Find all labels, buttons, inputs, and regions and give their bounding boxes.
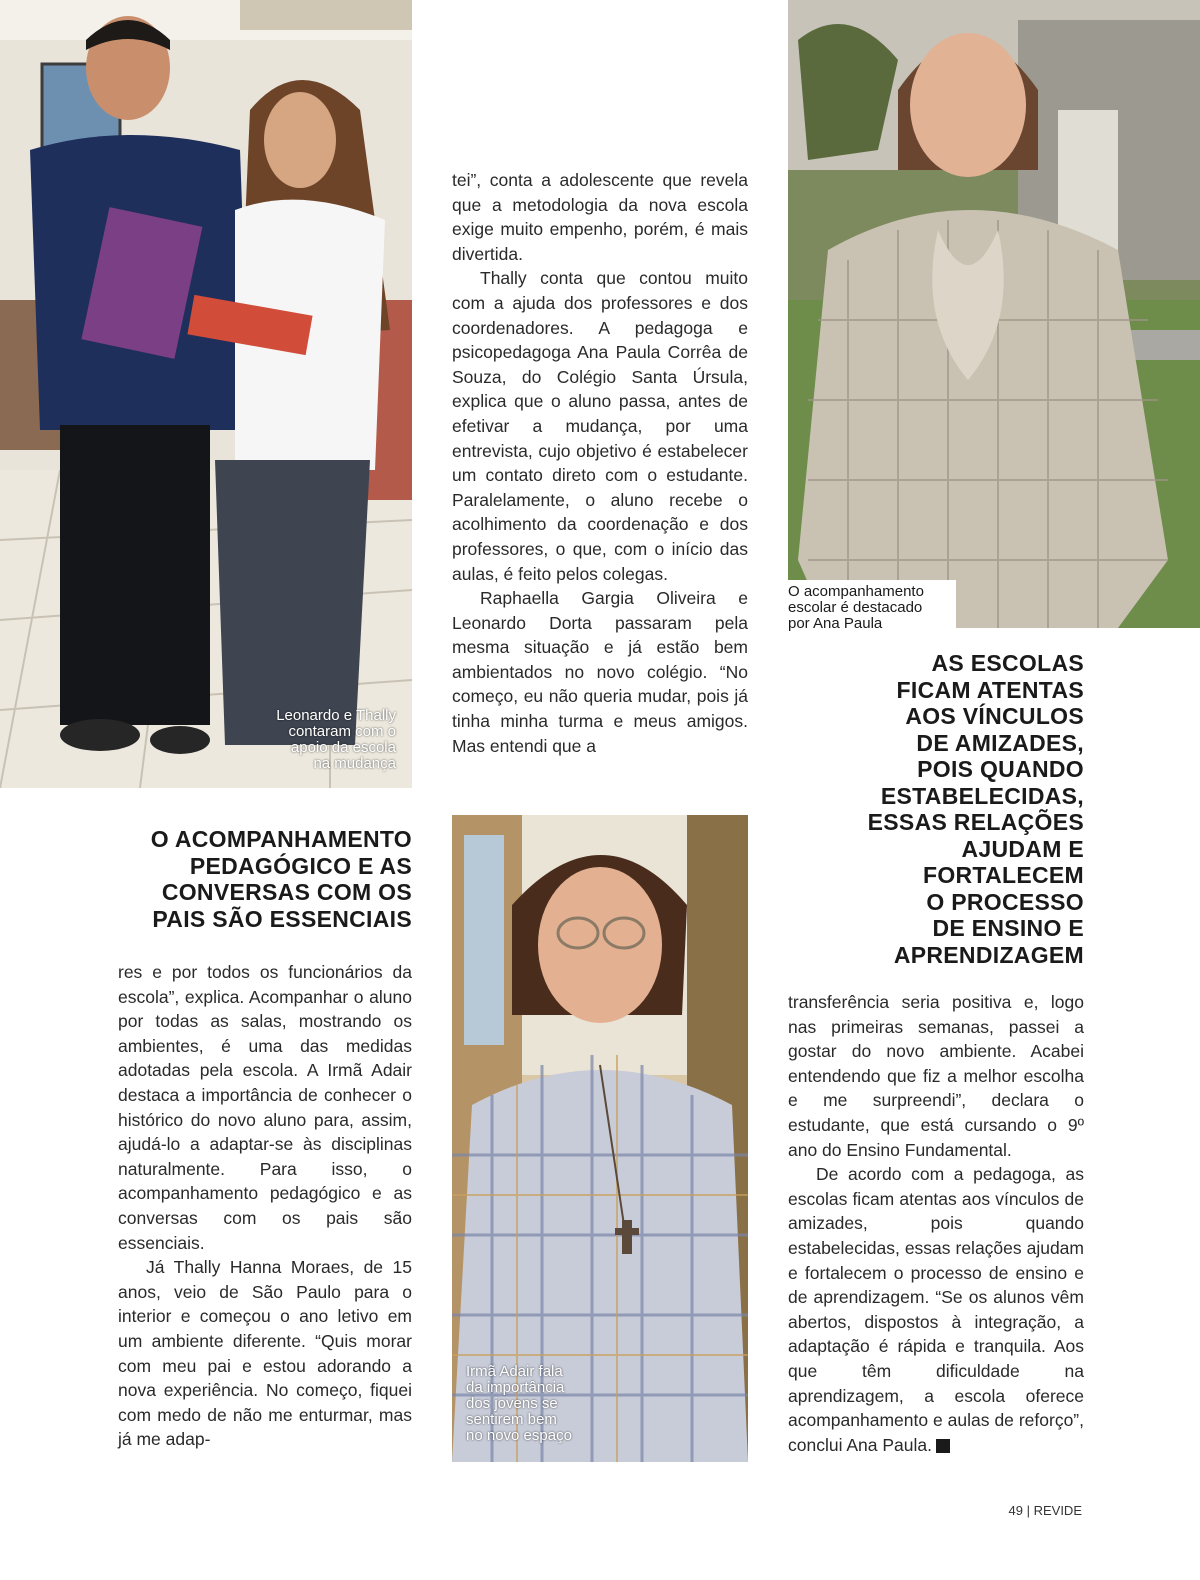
caption-line: na mudança: [313, 755, 396, 772]
caption-line: sentirem bem: [466, 1411, 557, 1428]
headline-line: APRENDIZAGEM: [893, 941, 1084, 968]
headline-line: ESTABELECIDAS,: [880, 782, 1084, 809]
headline-line: PEDAGÓGICO E AS: [189, 852, 412, 879]
page-folio: 49 | REVIDE: [1008, 1503, 1082, 1518]
headline-line: O ACOMPANHAMENTO: [150, 826, 412, 852]
adair-caption: [466, 1364, 586, 1444]
headline-line: DE ENSINO E: [932, 915, 1084, 941]
paragraph: Já Thally Hanna Moraes, de 15 anos, veio de São Paulo para o interior e começou o ano letivo em um ambiente diferente. “Quis morar com meu pai e estou adorando a nova experiência. No começo, fiquei com medo de não me enturmar, mas já me adap-: [118, 1257, 412, 1450]
caption-line: escolar é destacado: [788, 599, 923, 616]
right-column-text: [788, 990, 1084, 1457]
paragraph: [788, 1162, 1084, 1457]
headline-line: AS ESCOLAS: [931, 650, 1084, 676]
caption-line: Irmã Adair fala: [466, 1363, 563, 1380]
headline-line: POIS QUANDO: [917, 756, 1084, 782]
caption-line: O acompanhamento: [788, 583, 924, 600]
headline-line: CONVERSAS COM OS: [161, 879, 412, 905]
paragraph-text: De acordo com a pedagoga, as escolas ficam atentas aos vínculos de amizades, pois quando estabelecidas, essas relações ajudam e fortalecem o processo de ensino e de aprendizagem. “Se os alunos vêm abertos, dispostos à integração, a adaptação é rápida e tranquila. Aos que têm dificuldade na aprendizagem, a escola oferece acompanhamento e aulas de reforço”, conclui Ana Paula.: [788, 1164, 1084, 1455]
paragraph: transferência seria positiva e, logo nas primeiras semanas, passei a gostar do novo ambiente. Acabei entendendo que fiz a melhor escolha e me surpreendi”, declara o estudante, que está cursando o 9º ano do Ensino Fundamental.: [788, 992, 1084, 1160]
headline-line: ESSAS RELAÇÕES: [867, 809, 1084, 835]
paragraph: Thally conta que contou muito com a ajuda dos professores e dos coordenadores. A pedagoga e psicopedagoga Ana Paula Corrêa de Souza, do Colégio Santa Úrsula, explica que o aluno passa, antes de efetivar a mudança, por uma entrevista, cujo objetivo é estabelecer um contato direto com o estudante. Paralelamente, o aluno recebe o acolhimento da coordenação e dos professores, o que, com o início das aulas, é feito pelos colegas.: [452, 268, 748, 584]
headline-line: FICAM ATENTAS: [896, 676, 1084, 703]
photo-ana-paula: [788, 0, 1200, 628]
paragraph: tei”, conta a adolescente que revela que a metodologia da nova escola exige muito empenho, porém, é mais divertida.: [452, 170, 748, 264]
end-mark-icon: r: [936, 1439, 950, 1453]
caption-line: Leonardo e Thally: [276, 707, 396, 724]
caption-line: da importância: [466, 1379, 565, 1396]
headline-line: AOS VÍNCULOS: [905, 703, 1084, 729]
headline-line: AJUDAM E: [961, 835, 1084, 862]
ana-paula-caption: [788, 580, 956, 636]
headline-line: PAIS SÃO ESSENCIAIS: [152, 905, 412, 932]
ana-paula-image: [788, 0, 1200, 628]
caption-line: contaram com o: [288, 723, 396, 740]
headline-line: DE AMIZADES,: [916, 729, 1084, 756]
middle-column-text: [452, 168, 748, 758]
caption-line: dos jovens se: [466, 1395, 558, 1412]
headline-line: O PROCESSO: [926, 888, 1084, 915]
caption-line: no novo espaço: [466, 1427, 572, 1444]
paragraph: res e por todos os funcionários da escola”, explica. Acompanhar o aluno por todas as salas, mostrando os ambientes, é uma das medidas adotadas pela escola. A Irmã Adair destaca a importância de conhecer o histórico do novo aluno para, assim, ajudá-lo a adaptar-se às disciplinas naturalmente. Para isso, o acompanhamento pedagógico e as conversas com os pais são essenciais.: [118, 962, 412, 1253]
left-column-text: [118, 960, 412, 1452]
right-pull-quote: [788, 650, 1084, 968]
caption-line: por Ana Paula: [788, 615, 883, 632]
headline-line: FORTALECEM: [922, 862, 1084, 888]
students-image: [0, 0, 412, 788]
paragraph: Raphaella Gargia Oliveira e Leonardo Dorta passaram pela mesma situação e já estão bem ambientados no novo colégio. “No começo, eu não queria mudar, pois já tinha minha turma e meus amigos. Mas entendi que a: [452, 588, 748, 756]
students-caption: [250, 708, 396, 772]
left-pull-quote: [118, 826, 412, 932]
photo-students: [0, 0, 412, 788]
caption-line: apoio da escola: [290, 739, 396, 756]
